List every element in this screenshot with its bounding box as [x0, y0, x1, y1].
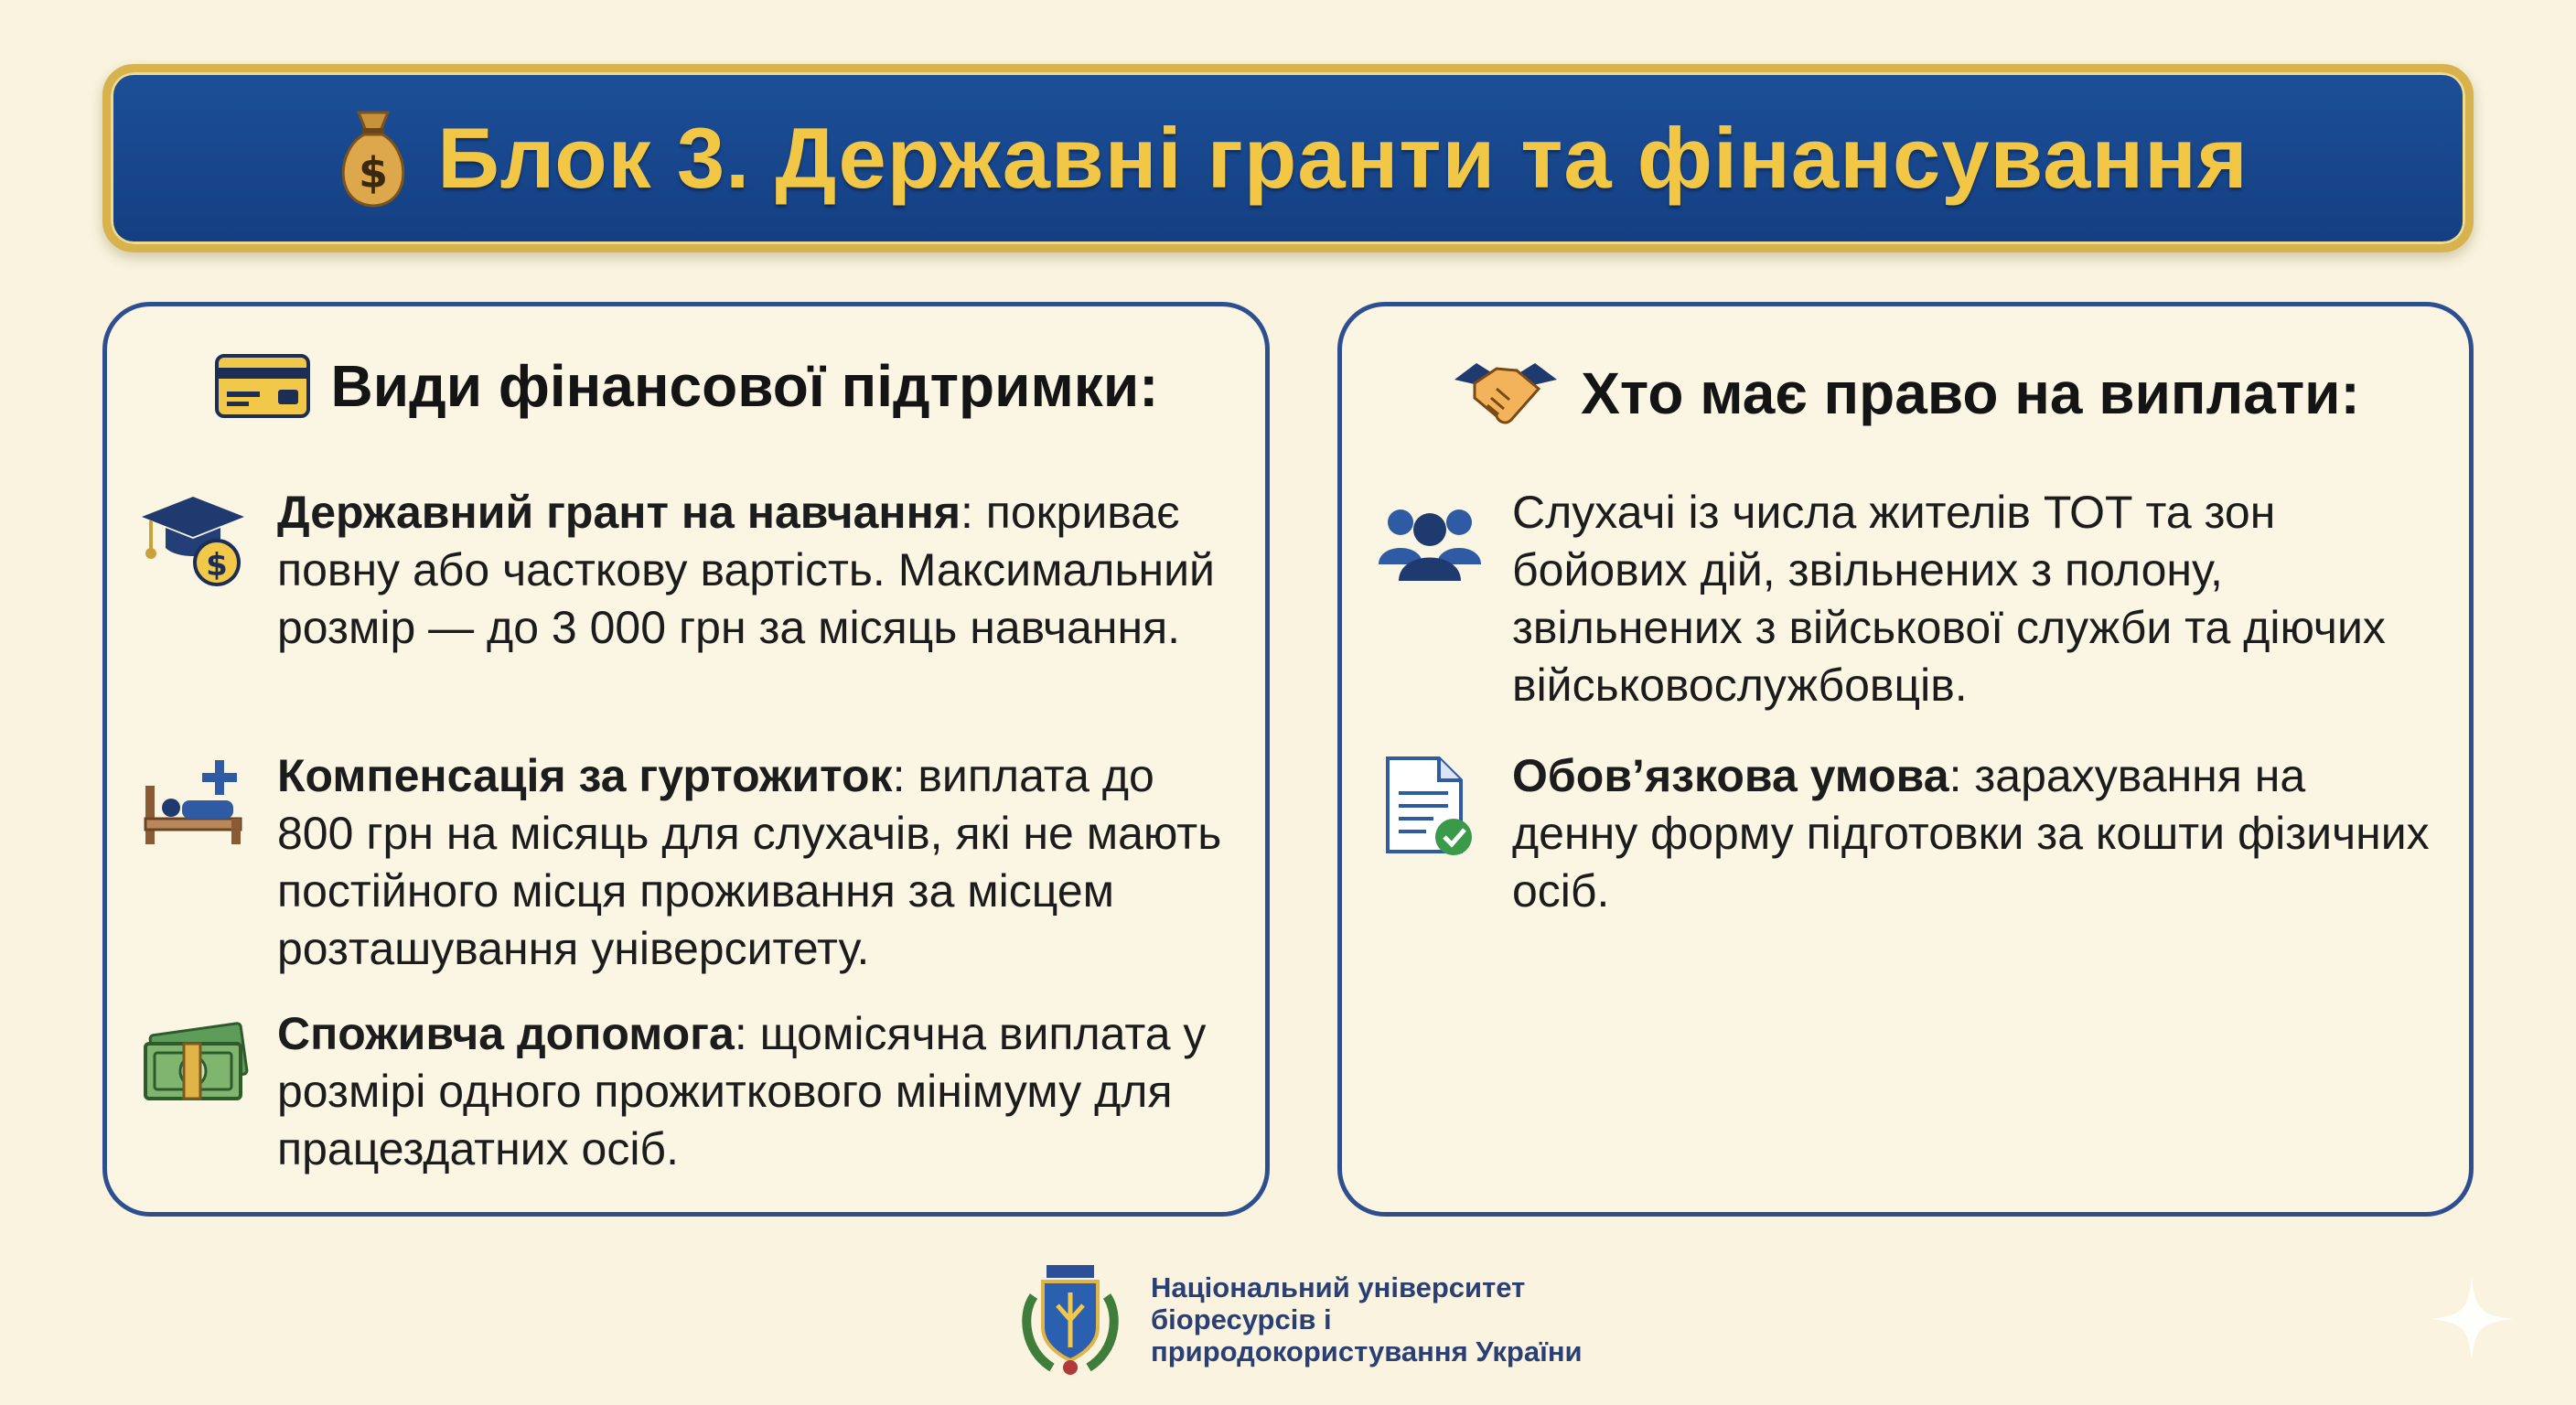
- svg-text:$: $: [359, 148, 389, 198]
- item-description: : виплата до 800 грн на місяць для слухачів, які не мають постійного місця проживання за місцем розташування університету.: [277, 750, 1222, 974]
- item-title: Споживча допомога: [277, 1008, 735, 1059]
- item-description: Слухачі із числа жителів ТОТ та зон бойових дій, звільнених з полону, звільнених з військової служби та діючих військовослужбовців.: [1512, 487, 2386, 711]
- heading-text: Види фінансової підтримки:: [330, 353, 1159, 419]
- people-group-icon: [1375, 489, 1485, 599]
- money-bag-icon: [327, 103, 419, 213]
- footer: [1015, 1255, 1583, 1383]
- credit-card-icon: [214, 353, 311, 419]
- card-heading: [1342, 352, 2469, 434]
- item-description: : щомісячна виплата у розмірі одного прожиткового мінімуму для працездатних осіб.: [277, 1008, 1207, 1174]
- financial-support-card: [102, 302, 1270, 1217]
- sparkle-icon: [2426, 1273, 2517, 1365]
- document-check-icon: [1375, 753, 1485, 863]
- item-title: Державний грант на навчання: [277, 487, 961, 538]
- title-banner: [102, 64, 2474, 252]
- item-title: Компенсація за гуртожиток: [277, 750, 893, 801]
- bed-plus-icon: [140, 753, 250, 863]
- university-name-line: біоресурсів і: [1151, 1303, 1332, 1335]
- item-description: : покриває повну або часткову вартість. Максимальний розмір — до 3 000 грн за місяць навчання.: [277, 487, 1215, 653]
- card-heading: [107, 352, 1265, 420]
- cash-icon: [140, 1011, 250, 1121]
- university-coat-of-arms-logo: [1015, 1260, 1125, 1378]
- university-name-line: Національний університет: [1151, 1271, 1526, 1303]
- heading-text: Хто має право на виплати:: [1581, 360, 2360, 426]
- item-title: Обов’язкова умова: [1512, 750, 1949, 801]
- university-name-line: природокористування України: [1151, 1335, 1583, 1367]
- svg-text:$: $: [206, 547, 228, 584]
- graduation-cap-coin-icon: [140, 489, 250, 599]
- handshake-icon: [1451, 352, 1561, 434]
- page-title: Блок 3. Державні гранти та фінансування: [437, 110, 2249, 206]
- item-description: : зарахування на денну форму підготовки за кошти фізичних осіб.: [1512, 750, 2430, 917]
- university-name: [1151, 1271, 1583, 1367]
- eligibility-card: [1337, 302, 2474, 1217]
